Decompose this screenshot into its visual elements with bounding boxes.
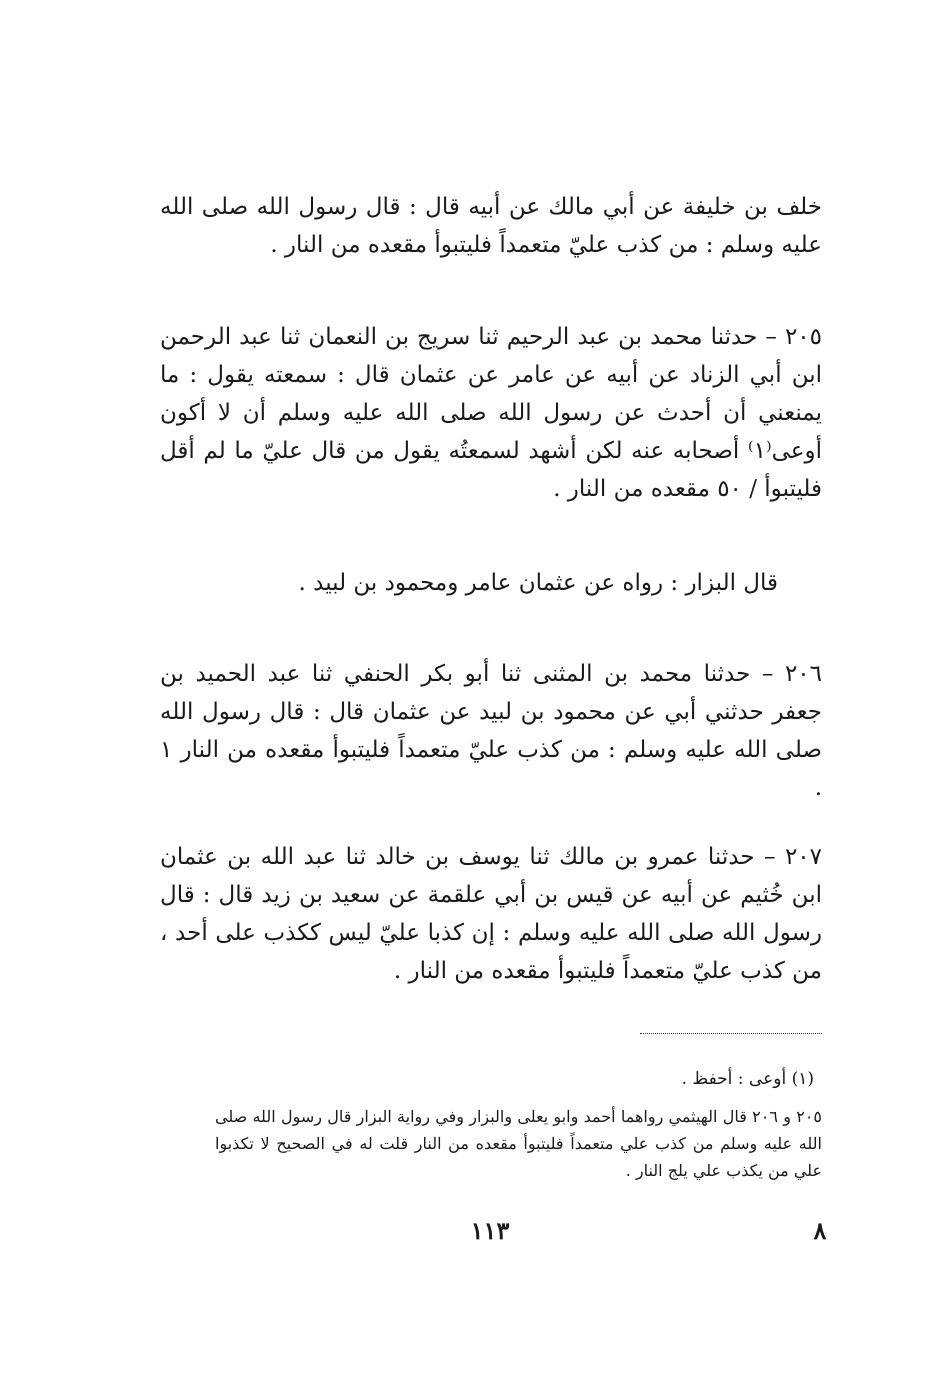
footnotes	[215, 1066, 822, 1184]
bazzar-note	[160, 564, 822, 602]
paragraph-text: خلف بن خليفة عن أبي مالك عن أبيه قال : قال رسول الله صلى الله عليه وسلم : من كذب عليّ متعمداً فليتبوأ مقعده من النار .	[160, 194, 822, 258]
paragraph-text: قال البزار : رواه عن عثمان عامر ومحمود بن لبيد .	[298, 570, 778, 596]
footnote-1: (١) أوعى : أحفظ .	[681, 1069, 814, 1089]
hadith-207	[160, 838, 822, 990]
paragraph-text: ٢٠٥ – حدثنا محمد بن عبد الرحيم ثنا سريج بن النعمان ثنا عبد الرحمن ابن أبي الزناد عن أبيه عن عامر عن عثمان قال : سمعته يقول : ما يمنعني أن أحدث عن رسول الله صلى الله عليه وسلم أن لا أكون أوعى⁽١⁾ أصحابه عنه لكن أشهد لسمعتُه يقول من قال عليّ ما لم أقل فليتبوأ / ٥٠ مقعده من النار .	[160, 324, 822, 502]
signature-mark: ٨	[813, 1216, 827, 1245]
footnote-divider	[640, 1033, 822, 1034]
paragraph-text: ٢٠٦ – حدثنا محمد بن المثنى ثنا أبو بكر الحنفي ثنا عبد الحميد بن جعفر حدثني أبي عن محمود بن لبيد عن عثمان قال : قال رسول الله صلى الله عليه وسلم : من كذب عليّ متعمداً فليتبوأ مقعده من النار ١ .	[160, 661, 822, 801]
footnote-2: ٢٠٥ و ٢٠٦ قال الهيثمي رواهما أحمد وابو يعلى والبزار وفي رواية البزار قال رسول الله صلى الله عليه وسلم من كذب علي متعمداً فليتبوأ مقعده من النار قلت له في الصحيح لا تكذبوا علي من يكذب علي يلج النار .	[215, 1107, 822, 1180]
hadith-205	[160, 318, 822, 508]
page-number: ١١٣	[470, 1216, 510, 1245]
paragraph-continuation	[160, 188, 822, 264]
paragraph-text: ٢٠٧ – حدثنا عمرو بن مالك ثنا يوسف بن خالد ثنا عبد الله بن عثمان ابن خُثيم عن أبيه عن قيس بن أبي علقمة عن سعيد بن زيد قال : قال رسول الله صلى الله عليه وسلم : إن كذبا عليّ ليس ككذب على أحد ، من كذب عليّ متعمداً فليتبوأ مقعده من النار .	[160, 844, 822, 984]
hadith-206	[160, 655, 822, 807]
